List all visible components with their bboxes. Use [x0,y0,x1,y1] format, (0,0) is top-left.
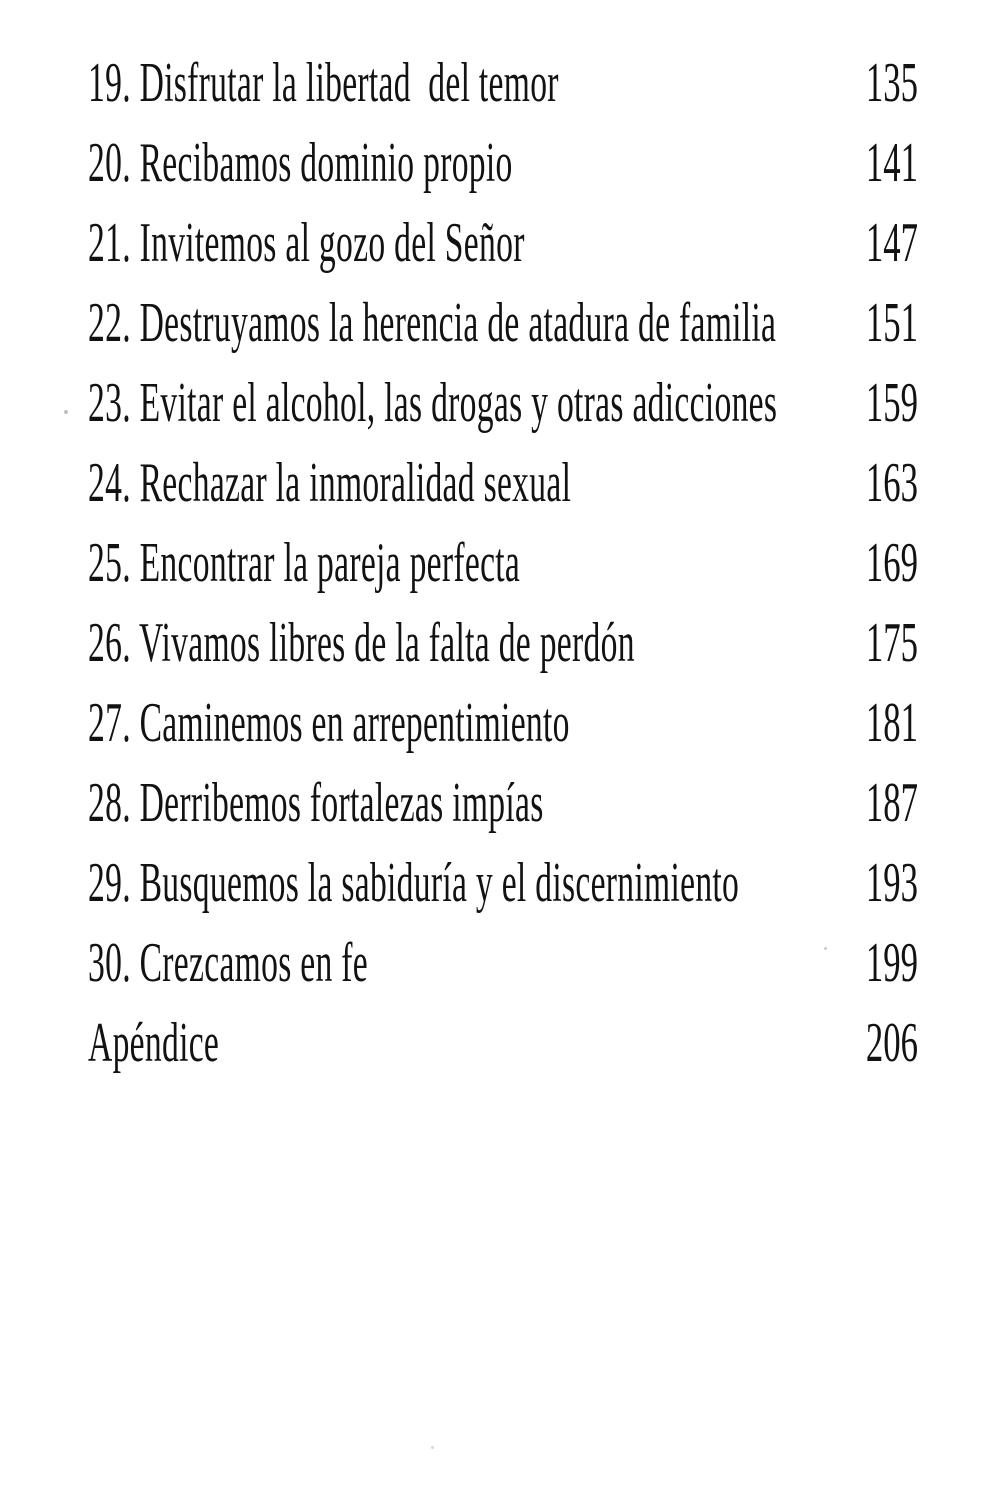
toc-entry-title: Apéndice [88,1012,220,1074]
toc-entry-page-number: 159 [865,372,918,434]
toc-entry [88,1003,918,1083]
toc-entry-title: 23. Evitar el alcohol, las drogas y otras adicciones [88,372,778,434]
toc-entry [88,523,918,603]
toc-entry-page-number: 151 [865,292,918,354]
toc-entry [88,43,918,123]
toc-entry-page-number: 169 [865,532,918,594]
toc-entry-page-number: 199 [865,932,918,994]
toc-entry-title: 27. Caminemos en arrepentimiento [88,692,570,754]
toc-entry [88,363,918,443]
toc-entry-title: 30. Crezcamos en fe [88,932,368,994]
toc-entry [88,443,918,523]
toc-entry-page-number: 181 [865,692,918,754]
toc-entry [88,603,918,683]
scan-speck [431,1446,434,1449]
toc-entry-page-number: 187 [865,772,918,834]
toc-entry-title: 28. Derribemos fortalezas impías [88,772,544,834]
scan-speck [64,410,68,414]
toc-entry [88,203,918,283]
toc-entry-title: 29. Busquemos la sabiduría y el discernimiento [88,852,740,914]
toc-entry [88,123,918,203]
toc-entry-page-number: 163 [865,452,918,514]
table-of-contents [88,43,918,1083]
toc-entry [88,843,918,923]
toc-entry-title: 26. Vivamos libres de la falta de perdón [88,612,635,674]
toc-entry-page-number: 147 [865,212,918,274]
toc-entry [88,923,918,1003]
toc-entry-title: 20. Recibamos dominio propio [88,132,513,194]
toc-entry-page-number: 141 [865,132,918,194]
toc-entry-page-number: 175 [865,612,918,674]
toc-entry-page-number: 193 [865,852,918,914]
toc-entry-title: 25. Encontrar la pareja perfecta [88,532,521,594]
toc-entry-title: 21. Invitemos al gozo del Señor [88,212,525,274]
scan-speck [824,947,827,950]
toc-entry-title: 24. Rechazar la inmoralidad sexual [88,452,572,514]
toc-entry [88,763,918,843]
toc-entry [88,683,918,763]
toc-entry-title: 22. Destruyamos la herencia de atadura de familia [88,292,777,354]
toc-entry-title: 19. Disfrutar la libertad del temor [88,52,559,114]
toc-entry-page-number: 135 [865,52,918,114]
toc-entry [88,283,918,363]
toc-entry-page-number: 206 [865,1012,918,1074]
